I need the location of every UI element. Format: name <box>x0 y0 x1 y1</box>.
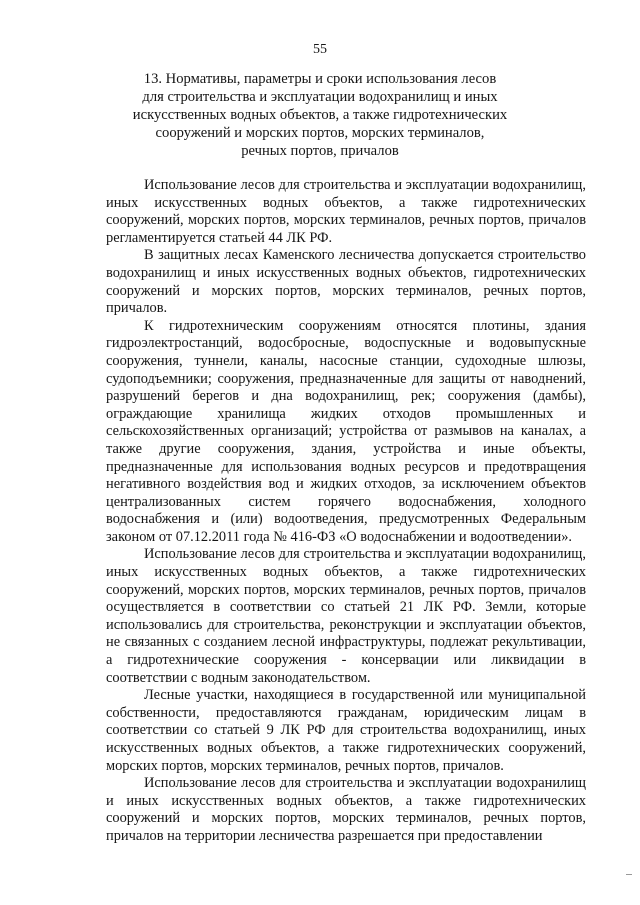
page-number: 55 <box>313 42 327 57</box>
heading-line: для строительства и эксплуатации водохранилищ и иных <box>142 89 498 105</box>
heading-line: сооружений и морских портов, морских терминалов, <box>155 125 485 141</box>
heading-line: искусственных водных объектов, а также гидротехнических <box>132 107 508 123</box>
heading-line: 13. Нормативы, параметры и сроки использования лесов <box>143 71 497 87</box>
paragraph: Лесные участки, находящиеся в государственной или муниципальной собственности, предоставляются гражданам, юридическим лицам в соответствии со статьей 9 ЛК РФ для строительства водохранилищ, иных искусственных водных объектов, а также гидротехнических сооружений, морских портов, морских терминалов, речных портов, причалов. <box>106 687 586 774</box>
paragraph: В защитных лесах Каменского лесничества допускается строительство водохранилищ и иных искусственных водных объектов, гидротехнических сооружений и морских портов, морских терминалов, речных портов, причалов. <box>106 247 586 317</box>
heading-line: речных портов, причалов <box>241 143 399 159</box>
scan-edge-mark <box>626 874 632 875</box>
section-heading <box>110 70 530 160</box>
paragraph: Использование лесов для строительства и эксплуатации водохранилищ, иных искусственных водных объектов, а также гидротехнических сооружений, морских портов, морских терминалов, речных портов, причалов осуществляется в соответствии со статьей 21 ЛК РФ. Земли, которые использовались для строительства, реконструкции и эксплуатации объектов, не связанных с созданием лесной инфраструктуры, подлежат рекультивации, а гидротехнические сооружения - консервации или ликвидации в соответствии с водным законодательством. <box>106 546 586 686</box>
paragraph: Использование лесов для строительства и эксплуатации водохранилищ и иных искусственных водных объектов, а также гидротехнических сооружений и морских портов, морских терминалов, речных портов, причалов на территории лесничества разрешается при предоставлении <box>106 775 586 844</box>
body-text <box>106 177 586 846</box>
paragraph: К гидротехническим сооружениям относятся плотины, здания гидроэлектростанций, водосбросные, водоспускные и водовыпускные сооружения, туннели, каналы, насосные станции, судоходные шлюзы, судоподъемники; сооружения, предназначенные для защиты от наводнений, разрушений берегов и дна водохранилищ, рек; сооружения (дамбы), ограждающие хранилища жидких отходов промышленных и сельскохозяйственных организаций; устройства от размывов на каналах, а также другие сооружения, здания, устройства и иные объекты, предназначенные для использования водных ресурсов и предотвращения негативного воздействия вод и жидких отходов, за исключением объектов централизованных систем горячего водоснабжения, холодного водоснабжения и (или) водоотведения, предусмотренных Федеральным законом от 07.12.2011 года № 416-ФЗ «О водоснабжении и водоотведении». <box>106 317 586 545</box>
paragraph: Использование лесов для строительства и эксплуатации водохранилищ, иных искусственных водных объектов, а также гидротехнических сооружений, морских портов, морских терминалов, речных портов, причалов регламентируется статьей 44 ЛК РФ. <box>106 177 586 246</box>
